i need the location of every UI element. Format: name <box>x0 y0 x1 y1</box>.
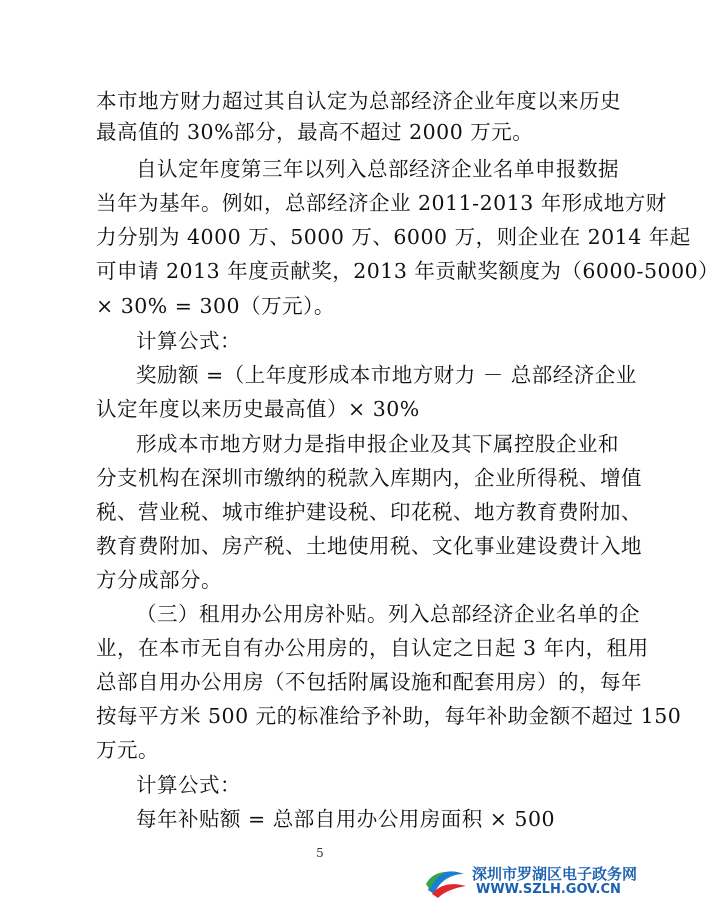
body-line: （三）租用办公用房补贴。列入总部经济企业名单的企 <box>136 602 640 626</box>
body-line: 自认定年度第三年以列入总部经济企业名单申报数据 <box>136 157 619 181</box>
watermark-site-name: 深圳市罗湖区电子政务网 <box>472 865 638 883</box>
body-line: 总部自用办公用房（不包括附属设施和配套用房）的，每年 <box>96 670 642 694</box>
formula-line: 认定年度以来历史最高值）× 30% <box>96 397 420 421</box>
body-line: 分支机构在深圳市缴纳的税款入库期内，企业所得税、增值 <box>96 466 642 490</box>
body-line: 方分成部分。 <box>96 568 222 592</box>
formula-line: 每年补贴额 = 总部自用办公用房面积 × 500 <box>136 807 556 831</box>
page-number: 5 <box>316 846 324 860</box>
body-line: 业，在本市无自有办公用房的，自认定之日起 3 年内，租用 <box>96 636 649 660</box>
body-line: 力分别为 4000 万、5000 万、6000 万，则企业在 2014 年起 <box>96 225 691 249</box>
body-line: 最高值的 30%部分，最高不超过 2000 万元。 <box>96 120 534 144</box>
body-line: 可申请 2013 年度贡献奖，2013 年贡献奖额度为（6000-5000） <box>96 259 719 283</box>
watermark-url: WWW.SZLH.GOV.CN <box>476 882 621 897</box>
body-line: 按每平方米 500 元的标准给予补助，每年补助金额不超过 150 <box>96 704 682 728</box>
body-line: 形成本市地方财力是指申报企业及其下属控股企业和 <box>136 432 619 456</box>
body-line: 万元。 <box>96 738 159 762</box>
formula-line: 奖励额 =（上年度形成本市地方财力 － 总部经济企业 <box>136 363 637 387</box>
body-line: 当年为基年。例如，总部经济企业 2011-2013 年形成地方财 <box>96 191 667 215</box>
body-line: × 30% = 300（万元）。 <box>96 294 335 318</box>
section-label: 计算公式： <box>136 773 241 797</box>
body-line: 本市地方财力超过其自认定为总部经济企业年度以来历史 <box>96 89 621 113</box>
section-label: 计算公式： <box>136 329 241 353</box>
body-line: 教育费附加、房产税、土地使用税、文化事业建设费计入地 <box>96 534 642 558</box>
body-line: 税、营业税、城市维护建设税、印花税、地方教育费附加、 <box>96 500 642 524</box>
site-watermark <box>424 862 636 902</box>
szlh-logo-icon <box>424 864 468 898</box>
